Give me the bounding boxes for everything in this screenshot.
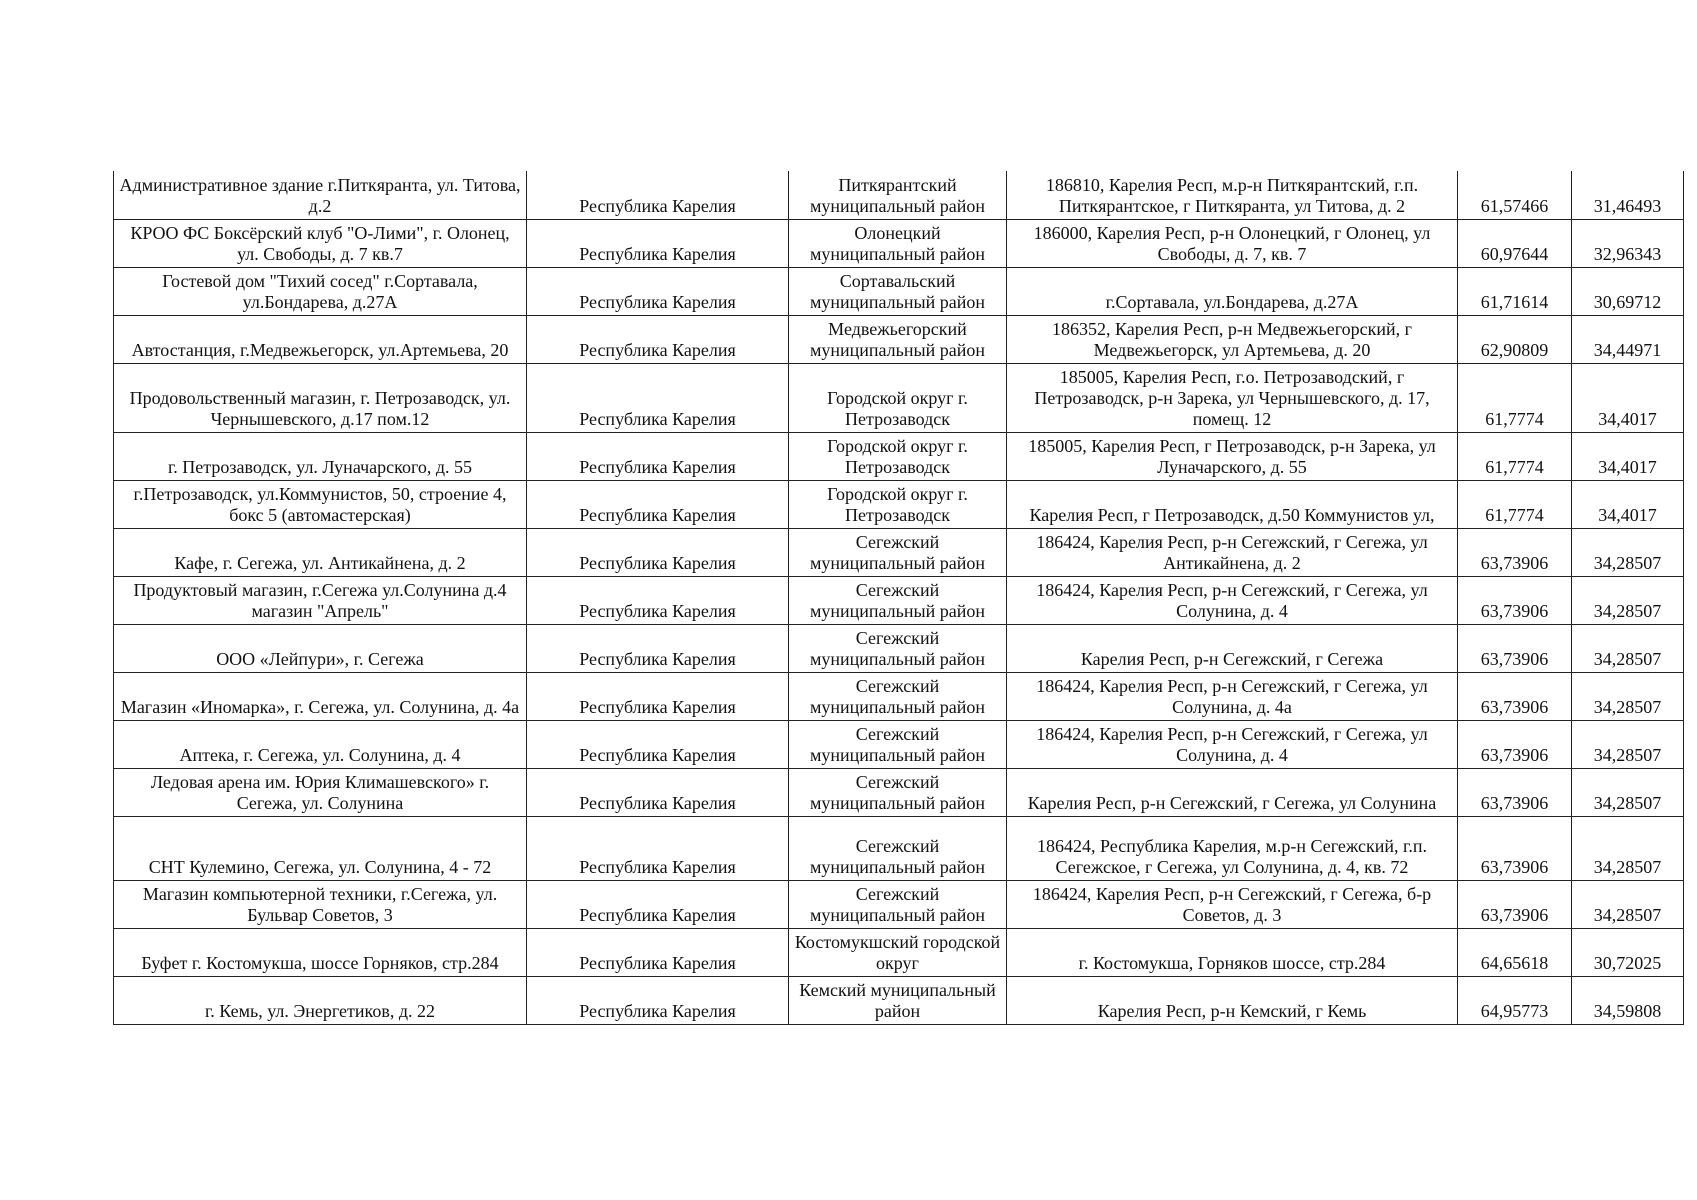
district-cell: Сегежский муниципальный район — [789, 576, 1007, 624]
address-cell: 186352, Карелия Респ, р-н Медвежьегорский, г Медвежьегорск, ул Артемьева, д. 20 — [1007, 315, 1458, 363]
longitude-cell: 34,28507 — [1572, 624, 1684, 672]
object-name-cell: Аптека, г. Сегежа, ул. Солунина, д. 4 — [114, 720, 527, 768]
address-cell: 185005, Карелия Респ, г Петрозаводск, р-н Зарека, ул Луначарского, д. 55 — [1007, 432, 1458, 480]
longitude-cell: 34,4017 — [1572, 432, 1684, 480]
object-name-cell: Магазин компьютерной техники, г.Сегежа, ул. Бульвар Советов, 3 — [114, 880, 527, 928]
district-cell: Питкярантский муниципальный район — [789, 171, 1007, 219]
district-cell: Городской округ г. Петрозаводск — [789, 432, 1007, 480]
latitude-cell: 61,7774 — [1458, 480, 1572, 528]
object-name-cell: Продуктовый магазин, г.Сегежа ул.Солунина д.4 магазин "Апрель" — [114, 576, 527, 624]
longitude-cell: 34,28507 — [1572, 880, 1684, 928]
table-row — [114, 928, 1684, 976]
object-name-cell: Магазин «Иномарка», г. Сегежа, ул. Солунина, д. 4а — [114, 672, 527, 720]
table-row — [114, 432, 1684, 480]
district-cell: Городской округ г. Петрозаводск — [789, 480, 1007, 528]
region-cell: Республика Карелия — [527, 880, 789, 928]
address-cell: 186424, Карелия Респ, р-н Сегежский, г Сегежа, ул Солунина, д. 4а — [1007, 672, 1458, 720]
latitude-cell: 63,73906 — [1458, 576, 1572, 624]
region-cell: Республика Карелия — [527, 480, 789, 528]
latitude-cell: 64,95773 — [1458, 976, 1572, 1024]
object-name-cell: СНТ Кулемино, Сегежа, ул. Солунина, 4 - 72 — [114, 816, 527, 880]
table-row — [114, 768, 1684, 816]
object-name-cell: Автостанция, г.Медвежьегорск, ул.Артемьева, 20 — [114, 315, 527, 363]
district-cell: Сегежский муниципальный район — [789, 624, 1007, 672]
object-name-cell: Административное здание г.Питкяранта, ул. Титова, д.2 — [114, 171, 527, 219]
address-cell: Карелия Респ, р-н Кемский, г Кемь — [1007, 976, 1458, 1024]
district-cell: Олонецкий муниципальный район — [789, 219, 1007, 267]
latitude-cell: 63,73906 — [1458, 720, 1572, 768]
district-cell: Сегежский муниципальный район — [789, 720, 1007, 768]
object-name-cell: Ледовая арена им. Юрия Климашевского» г. Сегежа, ул. Солунина — [114, 768, 527, 816]
region-cell: Республика Карелия — [527, 672, 789, 720]
longitude-cell: 34,28507 — [1572, 816, 1684, 880]
region-cell: Республика Карелия — [527, 363, 789, 432]
table-row — [114, 528, 1684, 576]
latitude-cell: 63,73906 — [1458, 768, 1572, 816]
table-row — [114, 267, 1684, 315]
locations-table — [113, 171, 1684, 1025]
object-name-cell: КРОО ФС Боксёрский клуб "О-Лими", г. Олонец, ул. Свободы, д. 7 кв.7 — [114, 219, 527, 267]
address-cell: 186424, Карелия Респ, р-н Сегежский, г Сегежа, ул Солунина, д. 4 — [1007, 576, 1458, 624]
object-name-cell: г. Кемь, ул. Энергетиков, д. 22 — [114, 976, 527, 1024]
object-name-cell: Гостевой дом "Тихий сосед" г.Сортавала, ул.Бондарева, д.27А — [114, 267, 527, 315]
longitude-cell: 34,44971 — [1572, 315, 1684, 363]
address-cell: Карелия Респ, р-н Сегежский, г Сегежа, ул Солунина — [1007, 768, 1458, 816]
object-name-cell: г.Петрозаводск, ул.Коммунистов, 50, строение 4, бокс 5 (автомастерская) — [114, 480, 527, 528]
region-cell: Республика Карелия — [527, 219, 789, 267]
region-cell: Республика Карелия — [527, 171, 789, 219]
latitude-cell: 64,65618 — [1458, 928, 1572, 976]
latitude-cell: 63,73906 — [1458, 624, 1572, 672]
table-row — [114, 363, 1684, 432]
longitude-cell: 30,69712 — [1572, 267, 1684, 315]
longitude-cell: 34,28507 — [1572, 672, 1684, 720]
district-cell: Сегежский муниципальный район — [789, 672, 1007, 720]
address-cell: 186424, Карелия Респ, р-н Сегежский, г Сегежа, б-р Советов, д. 3 — [1007, 880, 1458, 928]
address-cell: г. Костомукша, Горняков шоссе, стр.284 — [1007, 928, 1458, 976]
latitude-cell: 63,73906 — [1458, 880, 1572, 928]
address-cell: 186424, Карелия Респ, р-н Сегежский, г Сегежа, ул Солунина, д. 4 — [1007, 720, 1458, 768]
table-row — [114, 816, 1684, 880]
address-cell: 186000, Карелия Респ, р-н Олонецкий, г Олонец, ул Свободы, д. 7, кв. 7 — [1007, 219, 1458, 267]
address-cell: 186424, Республика Карелия, м.р-н Сегежский, г.п. Сегежское, г Сегежа, ул Солунина, д. 4, кв. 72 — [1007, 816, 1458, 880]
region-cell: Республика Карелия — [527, 528, 789, 576]
table-row — [114, 624, 1684, 672]
locations-table-body — [114, 171, 1684, 1024]
longitude-cell: 34,4017 — [1572, 480, 1684, 528]
longitude-cell: 30,72025 — [1572, 928, 1684, 976]
longitude-cell: 34,59808 — [1572, 976, 1684, 1024]
address-cell: 185005, Карелия Респ, г.о. Петрозаводский, г Петрозаводск, р-н Зарека, ул Чернышевского, д. 17, помещ. 12 — [1007, 363, 1458, 432]
district-cell: Сегежский муниципальный район — [789, 768, 1007, 816]
table-row — [114, 315, 1684, 363]
latitude-cell: 63,73906 — [1458, 816, 1572, 880]
longitude-cell: 34,28507 — [1572, 576, 1684, 624]
region-cell: Республика Карелия — [527, 816, 789, 880]
district-cell: Сегежский муниципальный район — [789, 880, 1007, 928]
object-name-cell: Кафе, г. Сегежа, ул. Антикайнена, д. 2 — [114, 528, 527, 576]
region-cell: Республика Карелия — [527, 976, 789, 1024]
district-cell: Костомукшский городской округ — [789, 928, 1007, 976]
latitude-cell: 62,90809 — [1458, 315, 1572, 363]
district-cell: Медвежьегорский муниципальный район — [789, 315, 1007, 363]
latitude-cell: 61,7774 — [1458, 363, 1572, 432]
region-cell: Республика Карелия — [527, 267, 789, 315]
region-cell: Республика Карелия — [527, 315, 789, 363]
longitude-cell: 34,28507 — [1572, 528, 1684, 576]
district-cell: Сегежский муниципальный район — [789, 528, 1007, 576]
table-row — [114, 576, 1684, 624]
object-name-cell: Продовольственный магазин, г. Петрозаводск, ул. Чернышевского, д.17 пом.12 — [114, 363, 527, 432]
address-cell: Карелия Респ, р-н Сегежский, г Сегежа — [1007, 624, 1458, 672]
district-cell: Сегежский муниципальный район — [789, 816, 1007, 880]
address-cell: 186810, Карелия Респ, м.р-н Питкярантский, г.п. Питкярантское, г Питкяранта, ул Титова, д. 2 — [1007, 171, 1458, 219]
table-row — [114, 880, 1684, 928]
district-cell: Сортавальский муниципальный район — [789, 267, 1007, 315]
district-cell: Городской округ г. Петрозаводск — [789, 363, 1007, 432]
table-row — [114, 672, 1684, 720]
object-name-cell: Буфет г. Костомукша, шоссе Горняков, стр.284 — [114, 928, 527, 976]
latitude-cell: 61,57466 — [1458, 171, 1572, 219]
longitude-cell: 31,46493 — [1572, 171, 1684, 219]
region-cell: Республика Карелия — [527, 768, 789, 816]
region-cell: Республика Карелия — [527, 624, 789, 672]
object-name-cell: г. Петрозаводск, ул. Луначарского, д. 55 — [114, 432, 527, 480]
region-cell: Республика Карелия — [527, 720, 789, 768]
object-name-cell: ООО «Лейпури», г. Сегежа — [114, 624, 527, 672]
region-cell: Республика Карелия — [527, 432, 789, 480]
table-row — [114, 219, 1684, 267]
table-row — [114, 171, 1684, 219]
longitude-cell: 34,28507 — [1572, 720, 1684, 768]
address-cell: 186424, Карелия Респ, р-н Сегежский, г Сегежа, ул Антикайнена, д. 2 — [1007, 528, 1458, 576]
region-cell: Республика Карелия — [527, 576, 789, 624]
longitude-cell: 34,4017 — [1572, 363, 1684, 432]
district-cell: Кемский муниципальный район — [789, 976, 1007, 1024]
latitude-cell: 60,97644 — [1458, 219, 1572, 267]
latitude-cell: 61,7774 — [1458, 432, 1572, 480]
region-cell: Республика Карелия — [527, 928, 789, 976]
table-row — [114, 976, 1684, 1024]
latitude-cell: 63,73906 — [1458, 672, 1572, 720]
longitude-cell: 32,96343 — [1572, 219, 1684, 267]
address-cell: Карелия Респ, г Петрозаводск, д.50 Коммунистов ул, — [1007, 480, 1458, 528]
table-row — [114, 720, 1684, 768]
latitude-cell: 61,71614 — [1458, 267, 1572, 315]
longitude-cell: 34,28507 — [1572, 768, 1684, 816]
latitude-cell: 63,73906 — [1458, 528, 1572, 576]
address-cell: г.Сортавала, ул.Бондарева, д.27А — [1007, 267, 1458, 315]
table-row — [114, 480, 1684, 528]
